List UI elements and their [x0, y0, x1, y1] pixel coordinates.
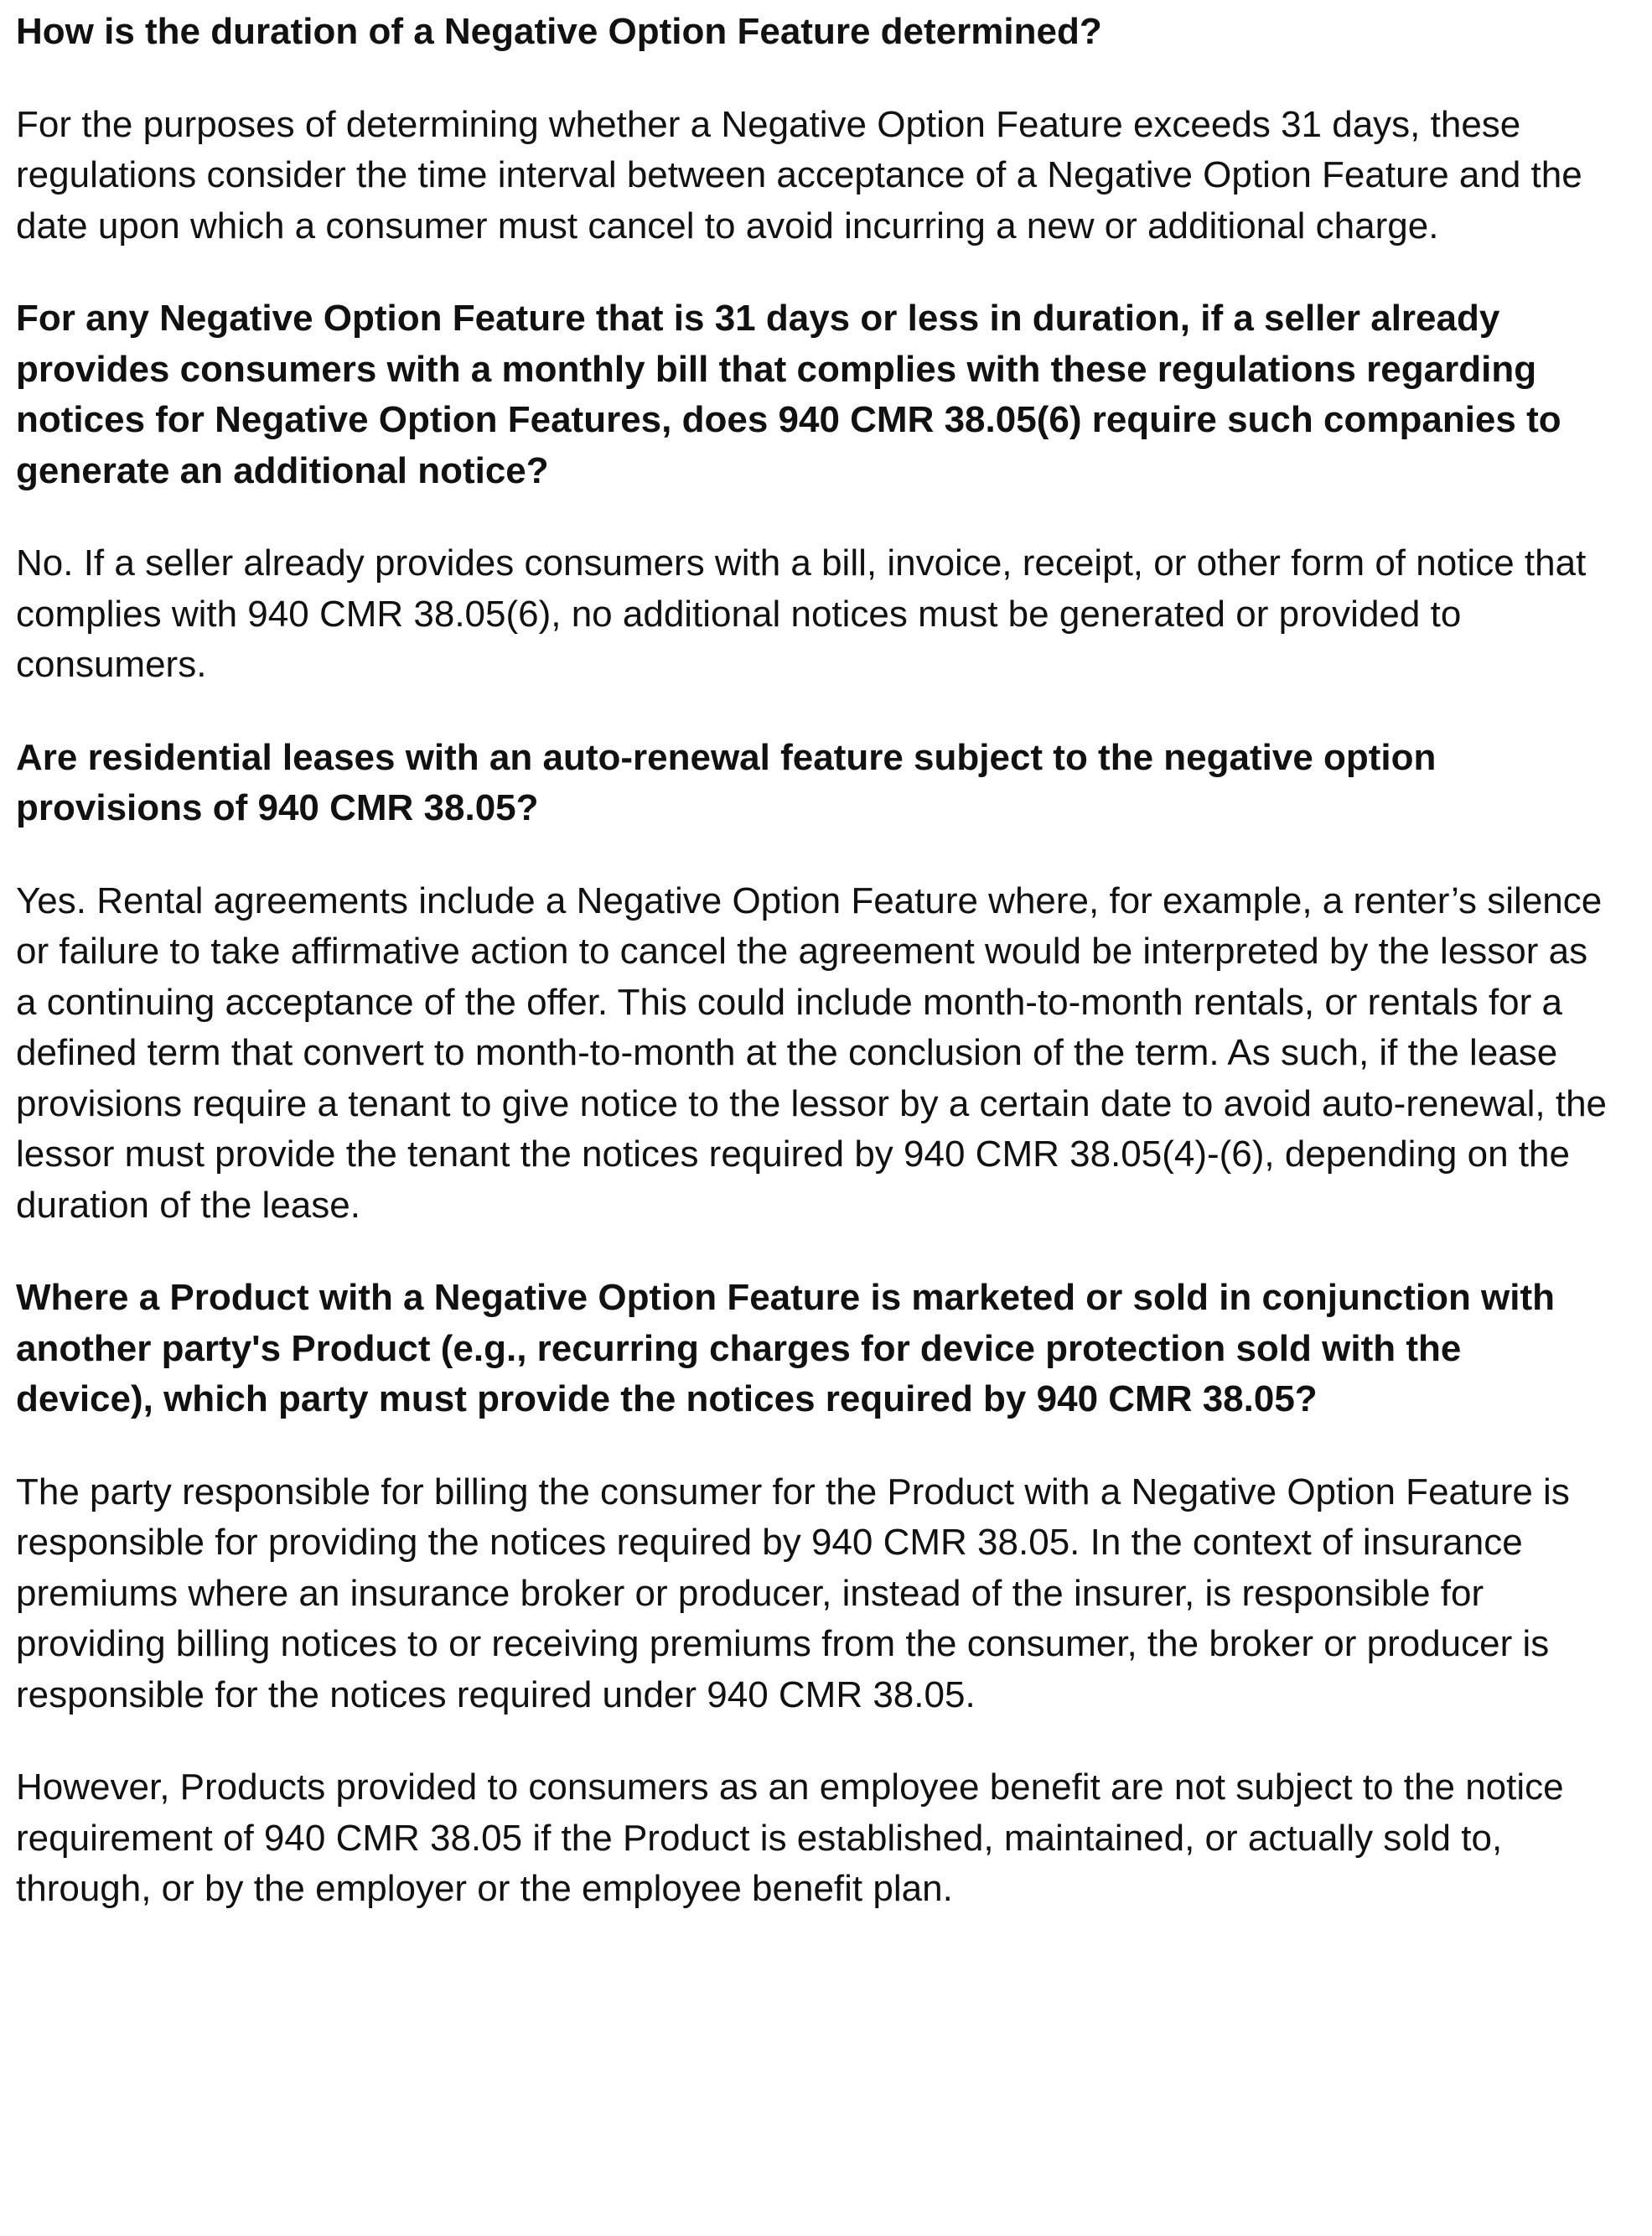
- faq-question-1: How is the duration of a Negative Option Feature determined?: [16, 11, 1102, 52]
- faq-question-3: Are residential leases with an auto-renewal feature subject to the negative option provisions of 940 CMR 38.05?: [16, 736, 1437, 828]
- faq-answer-4a: The party responsible for billing the consumer for the Product with a Negative Option Feature is responsible for providing the notices required by 940 CMR 38.05. In the context of insurance premiums where an insurance broker or producer, instead of the insurer, is responsible for providing billing notices to or receiving premiums from the consumer, the broker or producer is responsible for the notices required under 940 CMR 38.05.: [16, 1471, 1570, 1715]
- document-page: [16, 7, 1608, 1915]
- faq-answer-1: For the purposes of determining whether a Negative Option Feature exceeds 31 days, these regulations consider the time interval between acceptance of a Negative Option Feature and the date upon which a consumer must cancel to avoid incurring a new or additional charge.: [16, 103, 1582, 246]
- faq-answer-3: Yes. Rental agreements include a Negative Option Feature where, for example, a renter’s silence or failure to take affirmative action to cancel the agreement would be interpreted by the lessor as a continuing acceptance of the offer. This could include month-to-month rentals, or rentals for a defined term that convert to month-to-month at the conclusion of the term. As such, if the lease provisions require a tenant to give notice to the lessor by a certain date to avoid auto-renewal, the lessor must provide the tenant the notices required by 940 CMR 38.05(4)-(6), depending on the duration of the lease.: [16, 879, 1608, 1226]
- faq-answer-4b: However, Products provided to consumers as an employee benefit are not subject to the notice requirement of 940 CMR 38.05 if the Product is established, maintained, or actually sold to, through, or by the employer or the employee benefit plan.: [16, 1766, 1564, 1909]
- faq-question-4: Where a Product with a Negative Option Feature is marketed or sold in conjunction with another party's Product (e.g., recurring charges for device protection sold with the device), which party must provide the notices required by 940 CMR 38.05?: [16, 1277, 1556, 1419]
- faq-answer-2: No. If a seller already provides consumers with a bill, invoice, receipt, or other form of notice that complies with 940 CMR 38.05(6), no additional notices must be generated or provided to consumers.: [16, 542, 1587, 685]
- faq-question-2: For any Negative Option Feature that is 31 days or less in duration, if a seller already provides consumers with a monthly bill that complies with these regulations regarding notices for Negative Option Features, does 940 CMR 38.05(6) require such companies to generate an additional notice?: [16, 298, 1561, 491]
